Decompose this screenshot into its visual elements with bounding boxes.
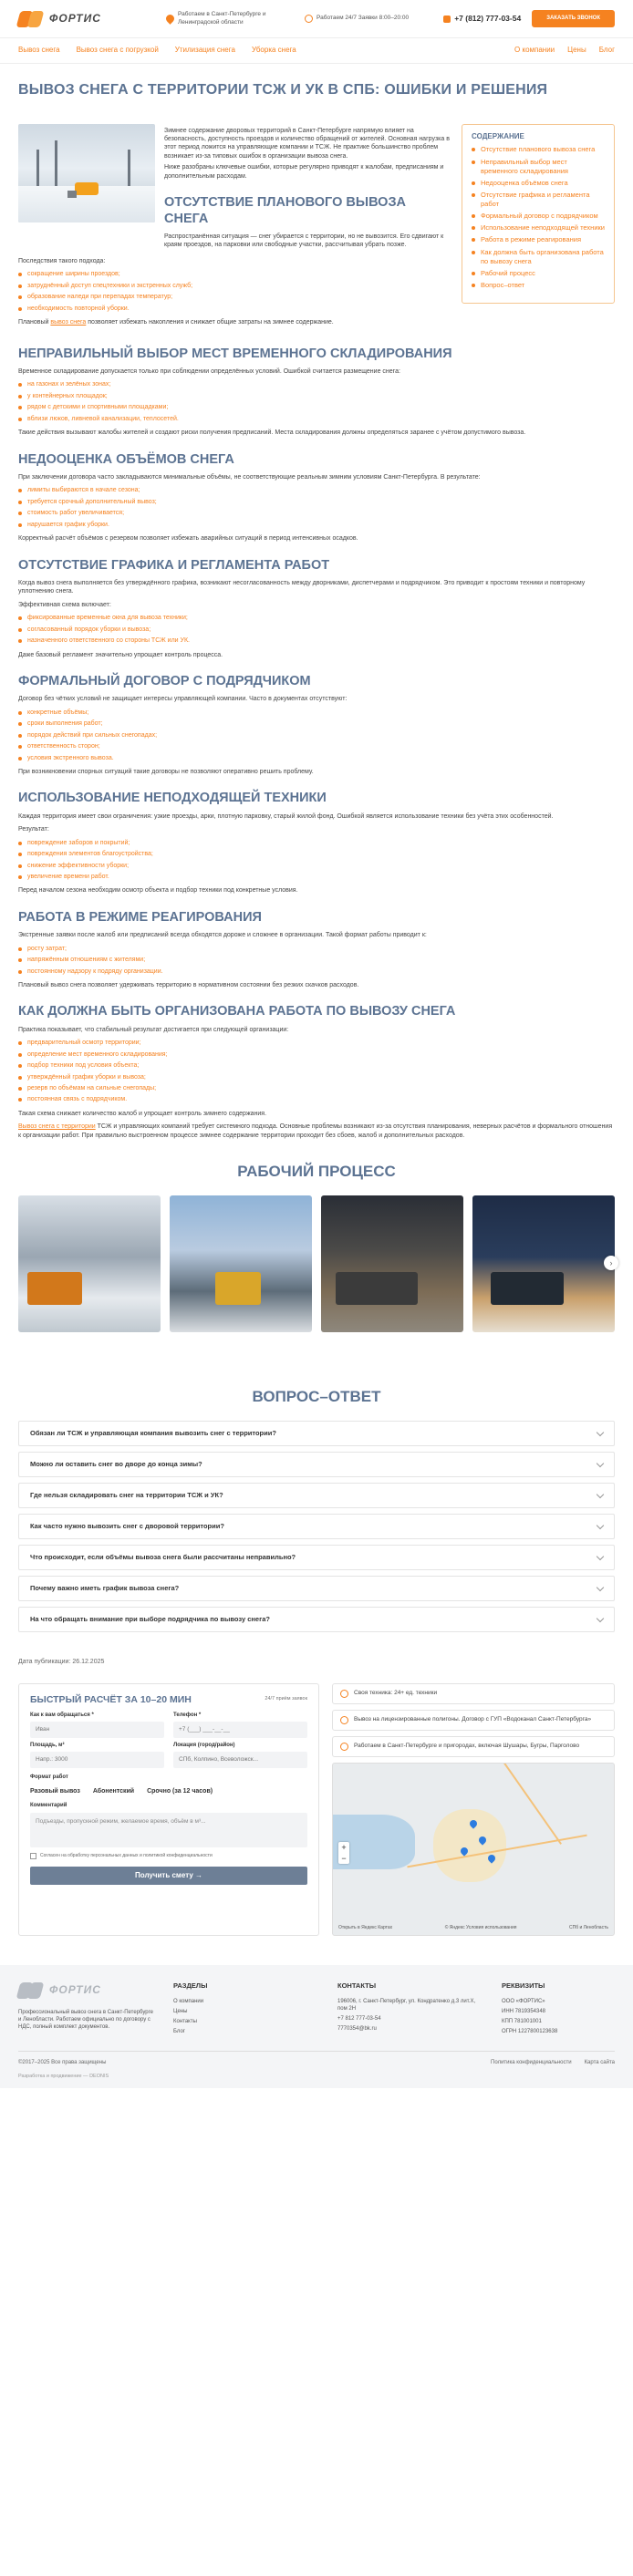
section-title: НЕПРАВИЛЬНЫЙ ВЫБОР МЕСТ ВРЕМЕННОГО СКЛАДИРОВАНИЯ	[18, 346, 452, 361]
list-item: затруднённый доступ спецтехники и экстренных служб;	[18, 282, 451, 290]
list-item: требуется срочный дополнительный вывоз;	[18, 498, 615, 506]
list-item: у контейнерных площадок;	[18, 392, 615, 400]
logo[interactable]	[18, 10, 155, 28]
section-text: При возникновении спорных ситуаций такие договоры не позволяют оперативно решить проблему.	[18, 769, 314, 775]
callback-button[interactable]: ЗАКАЗАТЬ ЗВОНОК	[532, 10, 615, 26]
phone-icon	[443, 16, 451, 23]
section-list	[18, 270, 451, 313]
clock-icon	[305, 15, 313, 23]
list-item: постоянная связь с подрядчиком.	[18, 1095, 615, 1103]
header-phone[interactable]	[443, 14, 521, 24]
footer-link-contacts[interactable]: Контакты	[173, 2018, 197, 2024]
site-footer	[0, 1965, 633, 2088]
toc-item[interactable]: Рабочий процесс	[472, 269, 605, 278]
section-text: Когда вывоз снега выполняется без утверждённого графика, возникают несогласованность между дворниками, диспетчерами и подрядчиком. Это приводит к простоям техники и повторному уплотнению снега.	[18, 579, 586, 595]
page-title: ВЫВОЗ СНЕГА С ТЕРРИТОРИИ ТСЖ И УК В СПБ: ОШИБКИ И РЕШЕНИЯ	[18, 82, 548, 98]
section-text: Договор без чётких условий не защищает интересы управляющей компании. Часто в документах отсутствуют:	[18, 696, 348, 703]
section-text: Экстренные заявки после жалоб или предписаний всегда обходятся дороже и сложнее в организации. Такой формат работы приводит к:	[18, 932, 427, 939]
footer-link-prices[interactable]: Цены	[173, 2008, 188, 2014]
brand-name: ФОРТИС	[49, 12, 101, 26]
publication-date: Дата публикации: 26.12.2025	[18, 1659, 105, 1666]
feature-card: Работаем в Санкт-Петербурге и пригородах, включая Шушары, Бугры, Парголово	[332, 1736, 615, 1757]
snowplow-image	[18, 124, 155, 222]
sitemap-link[interactable]: Карта сайта	[584, 2060, 615, 2066]
privacy-policy-link[interactable]: Политика конфиденциальности	[491, 2060, 572, 2066]
section-title: ФОРМАЛЬНЫЙ ДОГОВОР С ПОДРЯДЧИКОМ	[18, 673, 311, 688]
section-title: КАК ДОЛЖНА БЫТЬ ОРГАНИЗОВАНА РАБОТА ПО ВЫВОЗУ СНЕГА	[18, 1004, 456, 1019]
comment-label: Комментарий	[30, 1803, 67, 1809]
list-item: напряжённым отношениям с жителями;	[18, 956, 615, 964]
list-item: повреждения элементов благоустройства;	[18, 850, 615, 858]
gallery	[18, 1195, 615, 1332]
phone-number[interactable]: +7 (812) 777-03-54	[454, 13, 522, 23]
section-text: Практика показывает, что стабильный результат достигается при следующей организации:	[18, 1026, 289, 1033]
chevron-down-icon	[597, 1490, 604, 1497]
format-label: Формат работ	[30, 1774, 68, 1780]
list-item: фиксированные временные окна для вывоза техники;	[18, 614, 615, 622]
intro-paragraph: Зимнее содержание дворовых территорий в Санкт-Петербурге напрямую влияет на безопасность, доступность проездов и количество обращений от жителей. Основная нагрузка в этот период ложится на управляющие компании и ТСЖ. Не практике большинство проблем возникает из-за типовых ошибок в организации вывоза снега.	[164, 127, 450, 160]
logo-mark-icon	[18, 10, 46, 28]
map-area-label: СПб и Ленобласть	[569, 1924, 608, 1930]
map-copyright: © Яндекс Условия использования	[444, 1924, 517, 1930]
footer-email[interactable]: 7770354@bk.ru	[337, 2025, 377, 2032]
chevron-down-icon	[597, 1459, 604, 1466]
nav-item-snow-disposal[interactable]: Утилизация снега	[174, 46, 235, 55]
faq-item[interactable]: Где нельзя складировать снег на территории ТСЖ и УК?	[18, 1483, 615, 1508]
faq-item[interactable]: На что обращать внимание при выборе подрядчика по вывозу снега?	[18, 1607, 615, 1632]
format-one-time[interactable]: Разовый вывоз	[30, 1788, 80, 1795]
section-text: Перед началом сезона необходим осмотр объекта и подбор техники под конкретные условия.	[18, 887, 298, 895]
footer-phone[interactable]: +7 812 777-03-54	[337, 2015, 381, 2022]
requisite: ИНН 7819354348	[502, 2008, 546, 2014]
list-item: подбор техники под условия объекта;	[18, 1061, 615, 1070]
section-title: РАБОТА В РЕЖИМЕ РЕАГИРОВАНИЯ	[18, 909, 262, 925]
list-item: постоянному надзору к подряду организации.	[18, 967, 615, 976]
section-title: ИСПОЛЬЗОВАНИЕ НЕПОДХОДЯЩЕЙ ТЕХНИКИ	[18, 791, 327, 806]
footer-link-blog[interactable]: Блог	[173, 2028, 185, 2034]
name-input[interactable]	[30, 1722, 164, 1738]
list-item: нарушается график уборки.	[18, 521, 615, 529]
section-text: Последствия такого подхода:	[18, 257, 106, 264]
quote-form	[18, 1683, 319, 1936]
section-text: Корректный расчёт объёмов с резервом позволяет избежать аварийных ситуаций в период интенсивных осадков.	[18, 535, 358, 543]
location-icon	[340, 1743, 348, 1751]
toc-item[interactable]: Вопрос–ответ	[472, 281, 605, 290]
faq-list	[18, 1421, 615, 1632]
main-nav	[0, 38, 633, 64]
section-text: Распространённая ситуация — снег убирается с территории, но не вывозится. Его сдвигают к краям проездов, на парковки или свободные участки, рассчитывая убрать позже.	[164, 233, 444, 249]
open-in-yandex-link[interactable]: Открыть в Яндекс Картах	[338, 1924, 393, 1930]
consent-row	[30, 1853, 307, 1859]
section-text: Такая схема снижает количество жалоб и упрощает контроль зимнего содержания.	[18, 1110, 267, 1117]
phone-input[interactable]	[173, 1722, 307, 1738]
footer-link-about[interactable]: О компании	[173, 1998, 204, 2004]
list-item: конкретные объёмы;	[18, 709, 615, 717]
site-header	[0, 0, 633, 38]
list-item: необходимость повторной уборки.	[18, 305, 451, 313]
copyright: ©2017–2025 Все права защищены	[18, 2060, 107, 2066]
faq-title: ВОПРОС–ОТВЕТ	[252, 1388, 381, 1406]
requisite: ООО «ФОРТИС»	[502, 1998, 545, 2004]
list-item: вблизи люков, ливневой канализации, теплосетей.	[18, 415, 615, 423]
toc-item[interactable]: Отсутствие планового вывоза снега	[472, 145, 605, 154]
faq-item[interactable]: Обязан ли ТСЖ и управляющая компания вывозить снег с территории?	[18, 1421, 615, 1446]
outro-link[interactable]: Вывоз снега с территории	[18, 1123, 96, 1131]
section-title: НЕДООЦЕНКА ОБЪЁМОВ СНЕГА	[18, 451, 234, 467]
footer-about: Профессиональный вывоз снега в Санкт-Петербурге и Ленобласти. Работаем официально по договору с НДС, полный комплект документов.	[18, 2009, 154, 2030]
toc-item[interactable]: Недооценка объёмов снега	[472, 179, 605, 188]
table-of-contents	[462, 124, 615, 304]
developer-credit[interactable]: Разработка и продвижение — DEONIS	[18, 2074, 109, 2080]
toc-title: СОДЕРЖАНИЕ	[472, 131, 524, 140]
section-text: Плановый вывоз снега позволяет удерживать территорию в нормативном состоянии без резких скачков расходов.	[18, 982, 359, 989]
section-title: ОТСУТСТВИЕ ПЛАНОВОГО ВЫВОЗА СНЕГА	[164, 195, 407, 226]
map-zoom-controls[interactable]: + −	[338, 1842, 349, 1864]
gallery-photo[interactable]	[170, 1195, 312, 1332]
list-item: утверждённый график уборки и вывоза;	[18, 1073, 615, 1081]
section-text: Временное складирование допускается только при соблюдении определённых условий. Ошибкой считается размещение снега:	[18, 367, 400, 375]
list-item: стоимость работ увеличивается;	[18, 509, 615, 517]
name-label: Как к вам обращаться *	[30, 1712, 94, 1718]
list-item: ответственность сторон;	[18, 742, 615, 750]
comment-textarea[interactable]: Подъезды, пропускной режим, желаемое время, объём в м³...	[30, 1813, 307, 1847]
format-options	[30, 1785, 307, 1798]
list-item: рядом с детскими и спортивными площадками;	[18, 403, 615, 411]
list-item: предварительный осмотр территории;	[18, 1039, 615, 1047]
location-input[interactable]	[173, 1752, 307, 1768]
list-item: сроки выполнения работ;	[18, 719, 615, 728]
feature-card: Своя техника: 24+ ед. техники	[332, 1683, 615, 1704]
toc-item[interactable]: Отсутствие графика и регламента работ	[472, 191, 605, 209]
requisite: КПП 781001001	[502, 2018, 542, 2024]
phone-label: Телефон *	[173, 1712, 202, 1718]
toc-item[interactable]: Формальный договор с подрядчиком	[472, 212, 605, 221]
form-subtitle: 24/7 приём заявок	[265, 1695, 307, 1702]
format-urgent[interactable]: Срочно (за 12 часов)	[147, 1788, 213, 1795]
list-item: образование наледи при перепадах температур;	[18, 293, 451, 301]
list-item: повреждение заборов и покрытий;	[18, 839, 615, 847]
chevron-down-icon	[597, 1583, 604, 1590]
logo-mark-icon	[18, 1981, 46, 2000]
gallery-photo[interactable]	[18, 1195, 161, 1332]
area-input[interactable]	[30, 1752, 164, 1768]
section-text: При заключении договора часто закладываются минимальные объёмы, не соответствующие реальным зимним условиям Санкт-Петербурга. В результате:	[18, 473, 481, 481]
feature-card: Вывоз на лицензированные полигоны. Договор с ГУП «Водоканал Санкт-Петербурга»	[332, 1710, 615, 1731]
section-text: Результат:	[18, 826, 49, 833]
faq-item[interactable]: Можно ли оставить снег во дворе до конца зимы?	[18, 1452, 615, 1477]
gallery-next-arrow-icon[interactable]: ›	[604, 1256, 618, 1270]
list-item: согласованный порядок уборки и вывоза;	[18, 626, 615, 634]
faq-item[interactable]: Что происходит, если объёмы вывоза снега были рассчитаны неправильно?	[18, 1545, 615, 1570]
toc-item[interactable]: Как должна быть организована работа по вывозу снега	[472, 248, 605, 266]
section-title: ОТСУТСТВИЕ ГРАФИКА И РЕГЛАМЕНТА РАБОТ	[18, 557, 330, 573]
list-item: сокращение ширины проездов;	[18, 270, 451, 278]
footer-address: 196006, г. Санкт-Петербург, ул. Кондратенко д.3 лит.Х, пом 2Н	[337, 1998, 476, 2012]
chevron-down-icon	[597, 1428, 604, 1435]
chevron-down-icon	[597, 1614, 604, 1621]
toc-item[interactable]: Использование неподходящей техники	[472, 223, 605, 233]
section-text: Эффективная схема включает:	[18, 601, 111, 608]
section-text: Такие действия вызывают жалобы жителей и создают риски получения предписаний. Места складирования должны определяться заранее с учётом допустимого вывоза.	[18, 429, 526, 437]
article	[0, 80, 633, 1936]
consent-text: Согласен на обработку персональных данных и политикой конфиденциальности	[40, 1852, 213, 1858]
list-item: росту затрат;	[18, 945, 615, 953]
footer-requisites-title: РЕКВИЗИТЫ	[502, 1981, 545, 1990]
chevron-down-icon	[597, 1521, 604, 1528]
truck-icon	[340, 1690, 348, 1698]
list-item: порядок действий при сильных снегопадах;	[18, 731, 615, 740]
form-title: БЫСТРЫЙ РАСЧЁТ ЗА 10–20 МИН	[30, 1693, 192, 1705]
get-estimate-button[interactable]: Получить смету →	[30, 1867, 307, 1885]
list-item: увеличение времени работ.	[18, 873, 615, 881]
list-item: условия экстренного вывоза.	[18, 754, 615, 762]
nav-item-blog[interactable]: Блог	[598, 46, 615, 55]
gallery-photo[interactable]	[472, 1195, 615, 1332]
nav-item-prices[interactable]: Цены	[567, 46, 586, 55]
nav-item-snow-loading[interactable]: Вывоз снега с погрузкой	[76, 46, 159, 55]
faq-item[interactable]: Как часто нужно вывозить снег с дворовой территории?	[18, 1514, 615, 1539]
requisite: ОГРН 1227800123638	[502, 2028, 558, 2034]
region-text: Работаем в Санкт-Петербурге и Ленинградской области	[178, 10, 266, 26]
chevron-down-icon	[597, 1552, 604, 1559]
gallery-title: РАБОЧИЙ ПРОЦЕСС	[237, 1163, 396, 1181]
list-item: снижение эффективности уборки;	[18, 862, 615, 870]
nav-item-about[interactable]: О компании	[514, 46, 555, 55]
nav-item-snow-cleaning[interactable]: Уборка снега	[251, 46, 296, 55]
area-label: Площадь, м²	[30, 1742, 65, 1748]
intro-paragraph-2: Ниже разобраны ключевые ошибки, которые регулярно приводят к жалобам, предписаниям и дополнительным расходам.	[164, 164, 444, 180]
list-item: на газонах и зелёных зонах;	[18, 380, 615, 388]
consent-checkbox[interactable]	[30, 1853, 36, 1859]
region-info	[166, 11, 294, 27]
list-item: определение мест временного складирования;	[18, 1050, 615, 1059]
section-text: Плановый вывоз снега позволяет избежать накопления и снижает общие затраты на зимнее содержание.	[18, 319, 334, 326]
gallery-photo[interactable]	[321, 1195, 463, 1332]
hours-info	[305, 15, 432, 23]
section-text: Даже базовый регламент значительно упрощает контроль процесса.	[18, 651, 223, 658]
location-label: Локация (город/район)	[173, 1742, 235, 1748]
footer-logo[interactable]: ФОРТИС	[18, 1981, 155, 2000]
snow-removal-link[interactable]: вывоз снега	[50, 319, 87, 326]
document-icon	[340, 1716, 348, 1724]
service-area-map[interactable]	[332, 1763, 615, 1936]
format-subscription[interactable]: Абонентский	[92, 1788, 135, 1795]
toc-item[interactable]: Неправильный выбор мест временного складирования	[472, 158, 605, 176]
location-pin-icon	[164, 13, 176, 25]
nav-item-snow-removal[interactable]: Вывоз снега	[18, 46, 60, 55]
list-item: назначенного ответственного со стороны ТСЖ или УК.	[18, 636, 615, 645]
footer-contacts-title: КОНТАКТЫ	[337, 1981, 377, 1990]
footer-sections-title: РАЗДЕЛЫ	[173, 1981, 208, 1990]
faq-item[interactable]: Почему важно иметь график вывоза снега?	[18, 1576, 615, 1601]
section-text: Каждая территория имеет свои ограничения: узкие проезды, арки, плотную парковку, старый жилой фонд. Ошибкой является использование техники без учёта этих особенностей.	[18, 812, 554, 820]
outro-text: Вывоз снега с территории ТСЖ и управляющих компаний требует системного подхода. Основные проблемы возникают из-за отсутствия планирования, неверных расчётов и формального отношения к организации работ. При правильно выстроенном процессе зимнее содержание территории проходит без сбоев, жалоб и дополнительных расходов.	[18, 1123, 613, 1139]
list-item: резерв по объёмам на сильные снегопады;	[18, 1084, 615, 1092]
toc-item[interactable]: Работа в режиме реагирования	[472, 235, 605, 244]
hours-text: Работаем 24/7 Заявки 8:00–20:00	[316, 15, 410, 22]
list-item: лимиты выбираются в начале сезона;	[18, 486, 615, 494]
